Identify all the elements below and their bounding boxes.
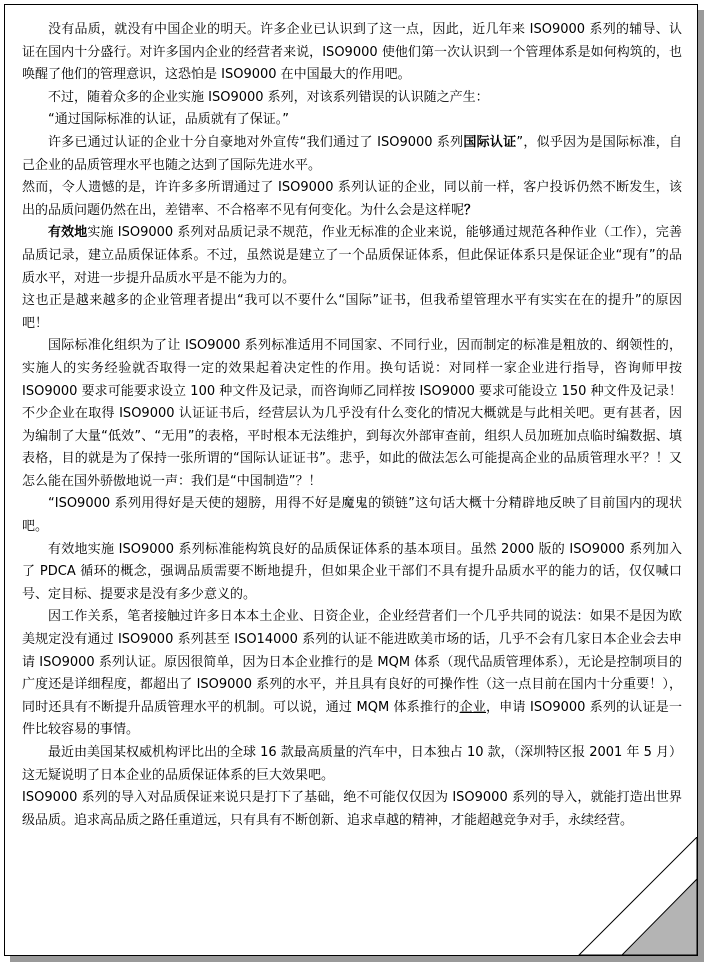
document-body [5,5,698,832]
emphasis-bold: 国际认证 [463,134,517,150]
paragraph-3 [22,109,682,132]
text-run: 这也正是越来越多的企业管理者提出“我可以不要什么“国际”证书，但我希望管理水平有实实在在的提升”的原因吧！ [22,293,682,331]
text-run: 不过，随着众多的企业实施 ISO9000 系列，对该系列错误的认识随之产生： [48,89,489,105]
paragraph-13 [22,787,682,832]
paragraph-6 [22,222,682,290]
paragraph-5 [22,177,682,222]
text-run: 没有品质，就没有中国企业的明天。许多企业已认识到了这一点，因此，近几年来 ISO9000 系列的辅导、认证在国内十分盛行。对许多国内企业的经营者来说，ISO9000 使他们第一次认识到一个管理体系是如何构筑的，也唤醒了他们的管理意识，这恐怕是 ISO9000 在中国最大的作用吧。 [22,22,682,83]
text-run: 最近由美国某权威机构评比出的全球 16 款最高质量的汽车中，日本独占 10 款，（深圳特区报 2001 年 5 月）这无疑说明了日本企业的品质保证体系的巨大效果吧。 [22,745,682,783]
paragraph-11 [22,606,682,742]
page-curl-corner-icon [567,837,697,955]
text-run: “ISO9000 系列用得好是天使的翅膀，用得不好是魔鬼的锁链”这句话大概十分精辟地反映了目前国内的现状吧。 [22,496,682,535]
paragraph-10 [22,539,682,607]
text-run: “通过国际标准的认证，品质就有了保证。” [48,112,289,128]
document-frame [4,4,698,956]
text-run: 许多已通过认证的企业十分自豪地对外宣传“我们通过了 ISO9000 系列 [48,134,464,150]
text-run: 国际标准化组织为了让 ISO9000 系列标准适用不同国家、不同行业，因而制定的标准是粗放的、纲领性的，实施人的实务经验就否取得一定的效果起着决定性的作用。换句话说：对同样一家企业进行指导，咨询师甲按 ISO9000 要求可能要求设立 100 种文件及记录，而咨询师乙同样按 ISO9000 要求可能设立 150 种文件及记录！不少企业在取得 ISO9000 认证证书后，经营层认为几乎没有什么变化的情况大概就是与此相关吧。更有甚者，因为编制了大量“低效”、“无用”的表格，平时根本无法维护，到每次外部审查前，组织人员加班加点临时编数据、填表格，目的就是为了保持一张所谓的“国际认证证书”。悲乎，如此的做法怎么可能提高企业的品质管理水平？！又怎么能在国外骄傲地说一声：我们是“中国制造”？！ [22,338,682,489]
paragraph-9 [22,493,682,538]
paragraph-1 [22,19,682,87]
paragraph-12 [22,742,682,787]
emphasis-bold: ？ [464,202,478,218]
paragraph-8 [22,335,682,493]
text-run: 实施 ISO9000 系列对品质记录不规范，作业无标准的企业来说，能够通过规范各种作业（工作），完善品质记录，建立品质保证体系。不过，虽然说是建立了一个品质保证体系，但此保证体系只是保证企业“现有”的品质水平，对进一步提升品质水平是不能为力的。 [22,225,682,286]
text-run: ，申请 ISO9000 系列的认证是一件比较容易的事情。 [22,699,682,738]
text-run: 因工作关系，笔者接触过许多日本本土企业、日资企业，企业经营者们一个几乎共同的说法：如果不是因为欧美规定没有通过 ISO9000 系列甚至 ISO14000 系列的认证不能进欧美市场的话，几乎不会有几家日本企业会去申请 ISO9000 系列认证。原因很简单，因为日本企业推行的是 MQM 体系（现代品质管理体系），无论是控制项目的广度还是详细程度，都超出了 ISO9000 系列的水平，并且具有良好的可操作性（这一点目前在国内十分重要！），同时还具有不断提升品质管理水平的机制。可以说，通过 MQM 体系推行的 [22,609,682,715]
emphasis-underline: 企业 [459,699,487,715]
paragraph-4 [22,132,682,177]
paragraph-2 [22,87,682,110]
text-run: ”，似乎因为是国际标准，自己企业的品质管理水平也随之达到了国际先进水平。 [22,134,682,173]
text-run: 有效地实施 ISO9000 系列标准能构筑良好的品质保证体系的基本项目。虽然 2000 版的 ISO9000 系列加入了 PDCA 循环的概念，强调品质需要不断地提升，但如果企业干部们不具有提升品质水平的能力的话，仅仅喊口号、定目标、提要求是没有多少意义的。 [22,541,682,602]
paragraph-7 [22,290,682,335]
text-run: 然而，令人遗憾的是，许许多多所谓通过了 ISO9000 系列认证的企业，同以前一样，客户投诉仍然不断发生，该出的品质问题仍然在出，差错率、不合格率不见有何变化。为什么会是这样呢 [22,180,682,218]
text-run: ISO9000 系列的导入对品质保证来说只是打下了基础，绝不可能仅仅因为 ISO9000 系列的导入，就能打造出世界级品质。追求高品质之路任重道远，只有具有不断创新、追求卓越的精神，才能超越竞争对手，永续经营。 [22,790,682,828]
emphasis-bold: 有效地 [48,225,88,241]
